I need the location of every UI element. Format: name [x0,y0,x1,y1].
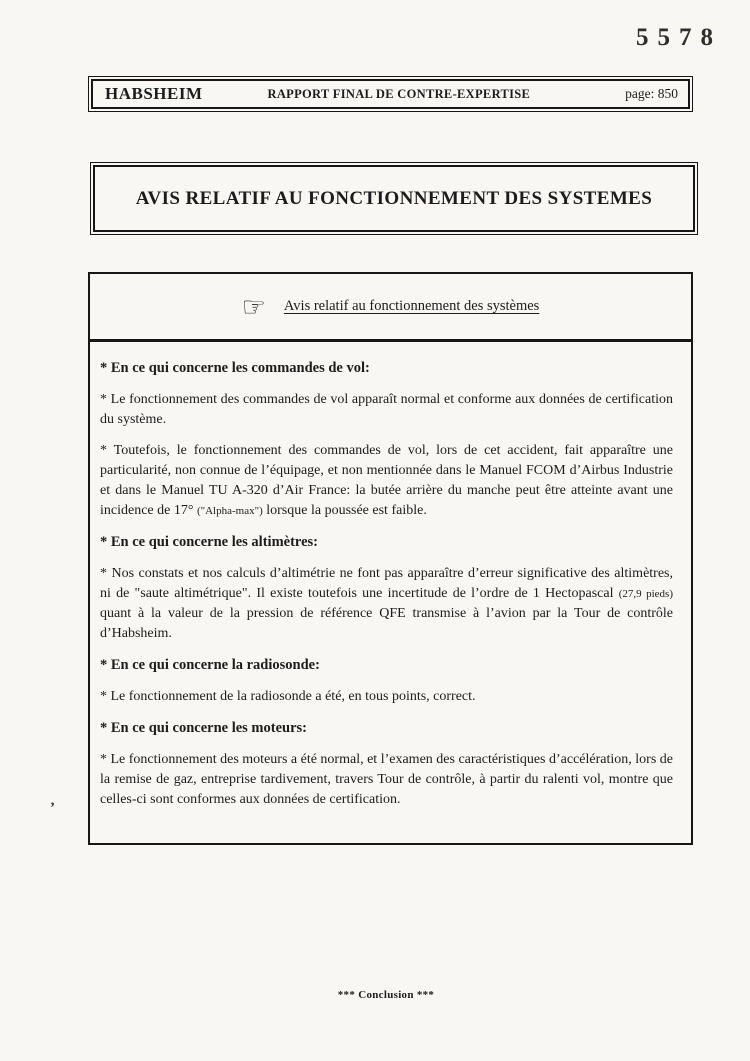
heading-moteurs: * En ce qui concerne les moteurs: [100,720,307,736]
header-org-name: HABSHEIM [105,84,203,103]
para-commandes-2-text: * Toutefois, le fonctionnement des commandes de vol, lors de cet accident, fait apparaître une particularité, non connue de l’équipage, et non mentionnée dans le Manuel FCOM d’Airbus Industrie et dans le Manuel TU A-320 d’Air France: la butée arrière du manche peut être atteinte avant une incidence de 17° [100,443,673,518]
para-altimetres-note: (27,9 pieds) [618,588,673,600]
header-page-number: page: 850 [625,86,678,101]
page-stamp-number: 5578 [636,24,722,51]
para-radiosonde: * Le fonctionnement de la radiosonde a été, en tous points, correct. [100,689,476,704]
footer-conclusion: *** Conclusion *** [337,989,435,1001]
para-altimetres-text: * Nos constats et nos calculs d’altimétrie ne font pas apparaître d’erreur significative des altimètres, ni de "saute altimétrique". Il existe toutefois une incertitude de l’ordre de 1 Hectopascal [100,566,673,601]
heading-altimetres: * En ce qui concerne les altimètres: [100,534,318,550]
section-heading-strip [90,274,691,342]
content-frame [88,272,693,845]
para-moteurs: * Le fonctionnement des moteurs a été normal, et l’examen des caractéristiques d’accélération, lors de la remise de gaz, entreprise tardivement, travers Tour de contrôle, à partir du ralenti vol, montre que celles-ci sont conformes aux données de certification. [100,752,673,807]
document-header [88,76,693,112]
banner-title-text: AVIS RELATIF AU FONCTIONNEMENT DES SYSTEMES [135,187,653,209]
document-header-inner [91,79,690,109]
title-banner [90,162,698,235]
para-commandes-2-note: ("Alpha-max") [196,505,263,517]
title-banner-inner [93,165,695,232]
heading-commandes-de-vol: * En ce qui concerne les commandes de vol: [100,360,370,376]
section-heading-text: Avis relatif au fonctionnement des systèmes [283,298,540,314]
header-report-title: RAPPORT FINAL DE CONTRE-EXPERTISE [267,86,531,101]
pointing-hand-icon: ☞ [241,292,266,323]
para-commandes-2-text-end: lorsque la poussée est faible. [262,503,427,518]
para-commandes-2 [100,441,673,521]
para-altimetres-text-end: quant à la valeur de la pression de référence QFE transmise à l’avion par la Tour de contrôle d’Habsheim. [100,606,673,641]
heading-radiosonde: * En ce qui concerne la radiosonde: [100,657,320,673]
para-altimetres [100,564,673,644]
document-body [90,342,691,810]
para-commandes-1: * Le fonctionnement des commandes de vol apparaît normal et conforme aux données de certification du système. [100,392,673,427]
scan-artifact-mark: ’ [50,800,55,816]
